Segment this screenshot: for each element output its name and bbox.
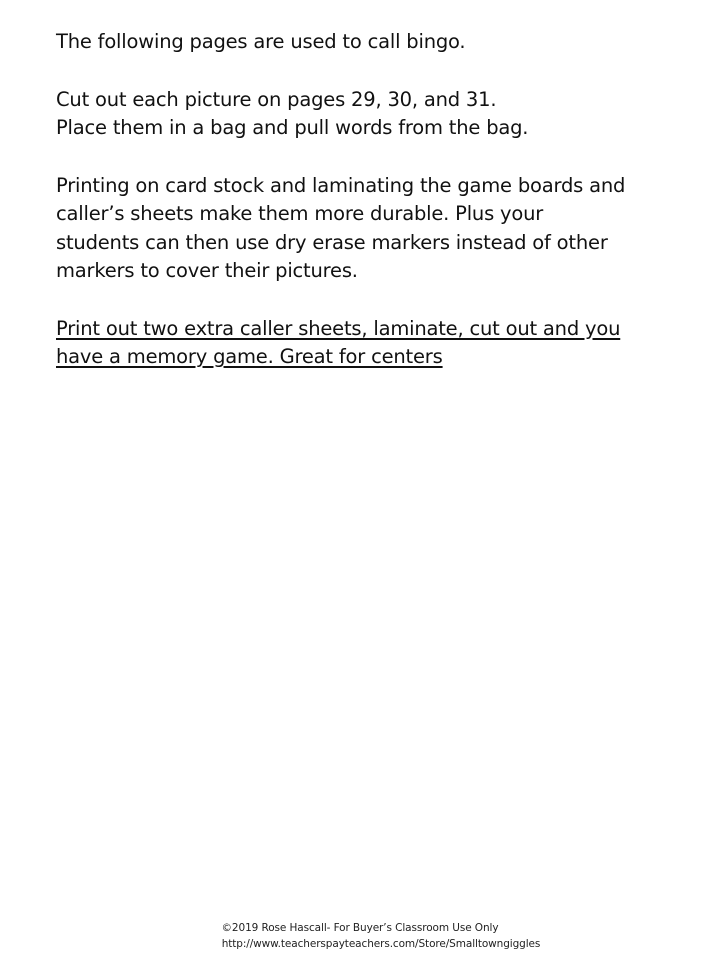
paragraph-line: Cut out each picture on pages 29, 30, and 31. [56, 87, 497, 111]
paragraph-line: have a memory game. Great for centers [56, 345, 443, 368]
document-body [56, 28, 676, 401]
paragraph-line: students can then use dry erase markers instead of other [56, 230, 608, 254]
paragraph-line: Printing on card stock and laminating the game boards and [56, 173, 626, 197]
paragraph-line: Place them in a bag and pull words from the bag. [56, 116, 529, 139]
page-footer [0, 920, 720, 952]
store-url-link[interactable]: http://www.teacherspayteachers.com/Store/Smalltowngiggles [221, 938, 541, 950]
intro-paragraph [56, 28, 676, 57]
paragraph-line: caller’s sheets make them more durable. Plus your [56, 202, 544, 225]
paragraph-line: The following pages are used to call bingo. [56, 30, 466, 53]
copyright-notice: ©2019 Rose Hascall- For Buyer’s Classroom Use Only [221, 922, 499, 934]
printing-tips-paragraph [56, 172, 676, 286]
paragraph-line: Print out two extra caller sheets, laminate, cut out and you [56, 316, 621, 340]
cutout-instructions-paragraph [56, 86, 676, 143]
paragraph-line: markers to cover their pictures. [56, 259, 358, 282]
memory-game-paragraph [56, 315, 676, 372]
